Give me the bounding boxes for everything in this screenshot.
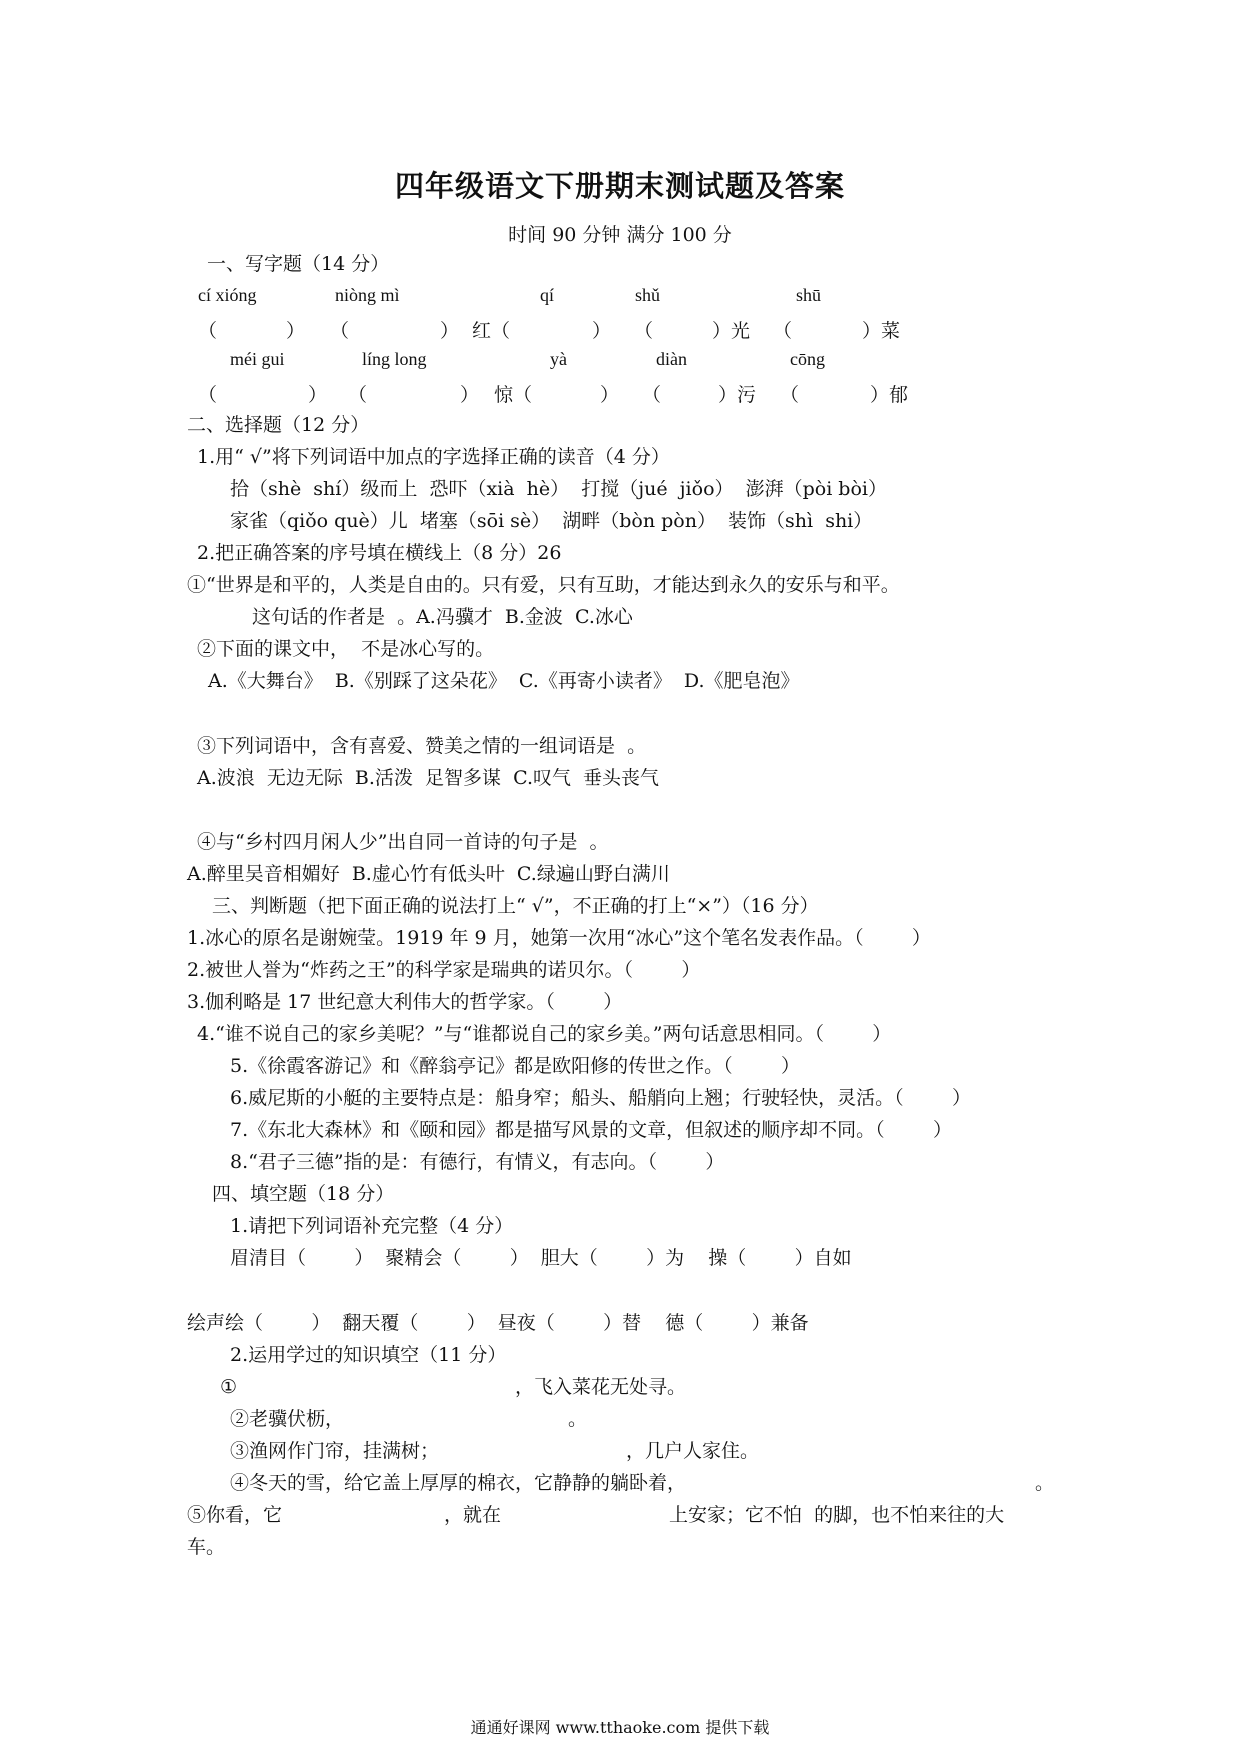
fill-item-text: 。 bbox=[1035, 1472, 1055, 1494]
fill-item-text: ⑤你看，它 bbox=[187, 1504, 283, 1526]
answer-blank-open: （ bbox=[348, 384, 368, 406]
answer-blank-open: （ bbox=[198, 384, 218, 406]
judgement-item: 4.“谁不说自己的家乡美呢？”与“谁都说自己的家乡美。”两句话意思相同。（ ） bbox=[197, 1023, 892, 1045]
answer-blank-close: ） bbox=[460, 384, 480, 406]
pinyin: yà bbox=[550, 349, 567, 369]
section-3-heading: 三、判断题（把下面正确的说法打上“ √”，不正确的打上“×”）（16 分） bbox=[212, 895, 819, 917]
sub-question: ③下列词语中，含有喜爱、赞美之情的一组词语是 。 bbox=[197, 735, 647, 757]
answer-blank-open: （ bbox=[642, 384, 662, 406]
question-4-1: 1.请把下列词语补充完整（4 分） bbox=[230, 1215, 514, 1237]
answer-blank-close: ） bbox=[440, 320, 460, 342]
question-4-2: 2.运用学过的知识填空（11 分） bbox=[230, 1344, 507, 1366]
fill-item-text: 。 bbox=[568, 1408, 588, 1430]
reading-options-line: 家雀（qiǒo què）儿 堵塞（sōi sè） 湖畔（bòn pòn） 装饰（shì shi） bbox=[230, 510, 873, 532]
answer-blank-open: （ bbox=[773, 320, 793, 342]
answer-blank-close: ）污 bbox=[718, 384, 757, 406]
section-4-heading: 四、填空题（18 分） bbox=[212, 1183, 395, 1205]
sub-question-options: 这句话的作者是 。A.冯骥才 B.金波 C.冰心 bbox=[252, 606, 633, 628]
fill-item-text: ③渔网作门帘，挂满树； bbox=[230, 1440, 440, 1462]
answer-blank-close: ）郁 bbox=[870, 384, 909, 406]
answer-blank-close: ）菜 bbox=[862, 320, 901, 342]
judgement-item: 8.“君子三德”指的是：有德行，有情义，有志向。（ ） bbox=[230, 1151, 725, 1173]
section-1-heading: 一、写字题（14 分） bbox=[207, 253, 390, 275]
pinyin: diàn bbox=[656, 349, 687, 369]
sub-question-options: A.醉里吴音相媚好 B.虚心竹有低头叶 C.绿遍山野白满川 bbox=[187, 863, 670, 885]
page-title: 四年级语文下册期末测试题及答案 bbox=[394, 169, 845, 203]
answer-blank-close: ） bbox=[308, 384, 328, 406]
judgement-item: 3.伽利略是 17 世纪意大利伟大的哲学家。（ ） bbox=[187, 991, 623, 1013]
fill-item-text: ，就在 bbox=[444, 1504, 502, 1526]
pinyin: líng long bbox=[362, 349, 427, 369]
pinyin: méi gui bbox=[230, 349, 285, 369]
fill-item-text: ②老骥伏枥， bbox=[230, 1408, 345, 1430]
idiom-fill-line: 眉清目（ ） 聚精会（ ） 胆大（ ）为 操（ ）自如 bbox=[230, 1247, 852, 1269]
sub-question: ②下面的课文中， 不是冰心写的。 bbox=[197, 638, 495, 660]
pinyin: shū bbox=[796, 285, 822, 305]
section-2-heading: 二、选择题（12 分） bbox=[187, 414, 370, 436]
sub-question: ①“世界是和平的，人类是自由的。只有爱，只有互助，才能达到永久的安乐与和平。 bbox=[187, 574, 900, 596]
pinyin: qí bbox=[540, 285, 555, 305]
judgement-item: 7.《东北大森林》和《颐和园》都是描写风景的文章，但叙述的顺序却不同。（ ） bbox=[230, 1119, 952, 1141]
answer-blank-open: 红（ bbox=[472, 320, 511, 342]
answer-blank-open: （ bbox=[634, 320, 654, 342]
judgement-item: 2.被世人誉为“炸药之王”的科学家是瑞典的诺贝尔。（ ） bbox=[187, 959, 701, 981]
footer-source: 通通好课网 www.tthaoke.com 提供下载 bbox=[470, 1718, 770, 1737]
sub-question-options: A.《大舞台》 B.《别踩了这朵花》 C.《再寄小读者》 D.《肥皂泡》 bbox=[208, 670, 800, 692]
fill-item-text: 上安家；它不怕 的脚，也不怕来往的大 bbox=[669, 1504, 1005, 1526]
answer-blank-close: ） bbox=[600, 384, 620, 406]
judgement-item: 6.威尼斯的小艇的主要特点是：船身窄；船头、船艄向上翘；行驶轻快，灵活。（ ） bbox=[230, 1087, 971, 1109]
sub-question-options: A.波浪 无边无际 B.活泼 足智多谋 C.叹气 垂头丧气 bbox=[197, 767, 660, 789]
fill-item-text: ④冬天的雪，给它盖上厚厚的棉衣，它静静的躺卧着， bbox=[230, 1472, 687, 1494]
judgement-item: 1.冰心的原名是谢婉莹。1919 年 9 月，她第一次用“冰心”这个笔名发表作品。（ ） bbox=[187, 927, 931, 949]
question-2-1: 1.用“ √”将下列词语中加点的字选择正确的读音（4 分） bbox=[197, 446, 670, 468]
pinyin: niòng mì bbox=[335, 285, 400, 305]
sub-question: ④与“乡村四月闲人少”出自同一首诗的句子是 。 bbox=[197, 831, 609, 853]
answer-blank-close: ） bbox=[592, 320, 612, 342]
fill-item-marker: ① bbox=[220, 1376, 238, 1398]
idiom-fill-line: 绘声绘（ ） 翻天覆（ ） 昼夜（ ）替 德（ ）兼备 bbox=[187, 1312, 809, 1334]
exam-time-and-score: 时间 90 分钟 满分 100 分 bbox=[508, 224, 732, 246]
fill-item-text: ，几户人家住。 bbox=[626, 1440, 760, 1462]
answer-blank-open: 惊（ bbox=[494, 384, 533, 406]
answer-blank-open: （ bbox=[198, 320, 218, 342]
judgement-item: 5.《徐霞客游记》和《醉翁亭记》都是欧阳修的传世之作。（ ） bbox=[230, 1055, 800, 1077]
answer-blank-close: ） bbox=[286, 320, 306, 342]
fill-item-text: ，飞入菜花无处寻。 bbox=[515, 1376, 687, 1398]
pinyin: shǔ bbox=[635, 285, 661, 305]
fill-item-text: 车。 bbox=[187, 1536, 226, 1558]
answer-blank-open: （ bbox=[330, 320, 350, 342]
question-2-2: 2.把正确答案的序号填在横线上（8 分）26 bbox=[197, 542, 562, 564]
answer-blank-open: （ bbox=[780, 384, 800, 406]
answer-blank-close: ）光 bbox=[712, 320, 751, 342]
pinyin: cōng bbox=[790, 349, 825, 369]
pinyin: cí xióng bbox=[198, 285, 257, 305]
reading-options-line: 拾（shè shí）级而上 恐吓（xià hè） 打搅（jué jiǒo） 澎湃（pòi bòi） bbox=[230, 478, 887, 500]
